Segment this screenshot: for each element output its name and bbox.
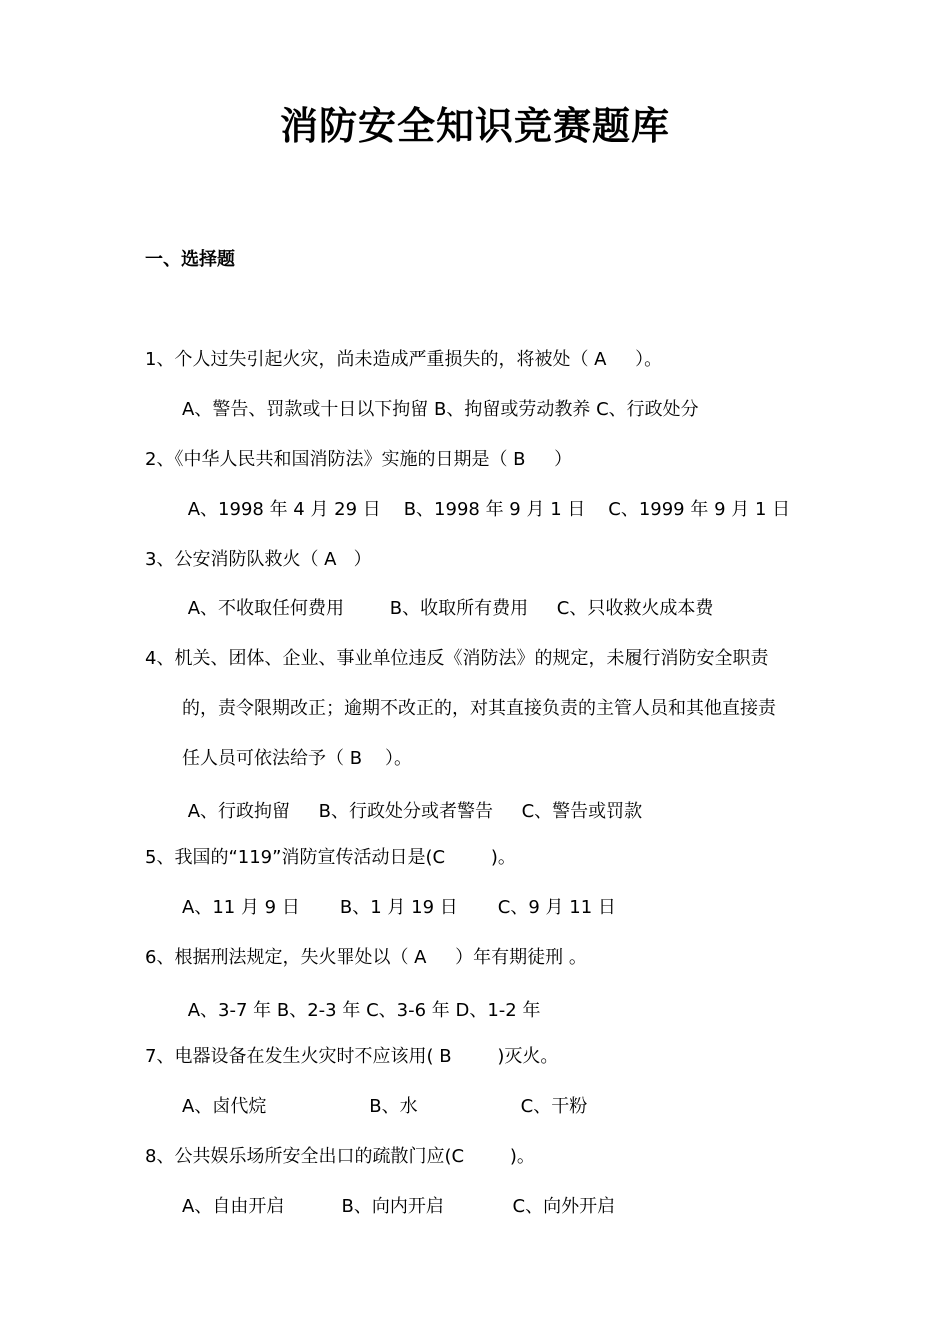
question-8-text: 8、公共娱乐场所安全出口的疏散门应(C )。	[145, 1146, 535, 1167]
question-8-options: A、自由开启 B、向内开启 C、向外开启	[182, 1196, 616, 1217]
question-7-options: A、卤代烷 B、水 C、干粉	[182, 1096, 588, 1117]
question-4-text: 4、机关、团体、企业、事业单位违反《消防法》的规定，未履行消防安全职责	[145, 648, 769, 669]
question-1-options: A、警告、罚款或十日以下拘留 B、拘留或劳动教养 C、行政处分	[182, 399, 699, 420]
question-4-options: A、行政拘留 B、行政处分或者警告 C、警告或罚款	[182, 801, 643, 822]
question-5-options: A、11 月 9 日 B、1 月 19 日 C、9 月 11 日	[182, 897, 616, 918]
question-4-text-cont-2: 任人员可依法给予（ B ）。	[182, 748, 412, 769]
question-1-text: 1、个人过失引起火灾，尚未造成严重损失的，将被处（ A ）。	[145, 349, 663, 370]
section-heading: 一、选择题	[145, 249, 235, 270]
question-2-text: 2、《中华人民共和国消防法》实施的日期是（ B ）	[145, 449, 573, 470]
document-title: 消防安全知识竞赛题库	[279, 104, 670, 148]
question-6-text: 6、根据刑法规定，失火罪处以（ A ）年有期徒刑 。	[145, 947, 587, 968]
question-6-options: A、3-7 年 B、2-3 年 C、3-6 年 D、1-2 年	[182, 1000, 541, 1021]
question-2-options: A、1998 年 4 月 29 日 B、1998 年 9 月 1 日 C、1999 年 9 月 1 日	[182, 499, 791, 520]
question-7-text: 7、电器设备在发生火灾时不应该用( B )灭火。	[145, 1046, 559, 1067]
question-5-text: 5、我国的“119”消防宣传活动日是(C )。	[145, 847, 516, 868]
question-4-text-cont-1: 的，责令限期改正；逾期不改正的，对其直接负责的主管人员和其他直接责	[182, 698, 776, 719]
question-3-text: 3、公安消防队救火（ A ）	[145, 549, 372, 570]
question-3-options: A、不收取任何费用 B、收取所有费用 C、只收救火成本费	[182, 598, 714, 619]
